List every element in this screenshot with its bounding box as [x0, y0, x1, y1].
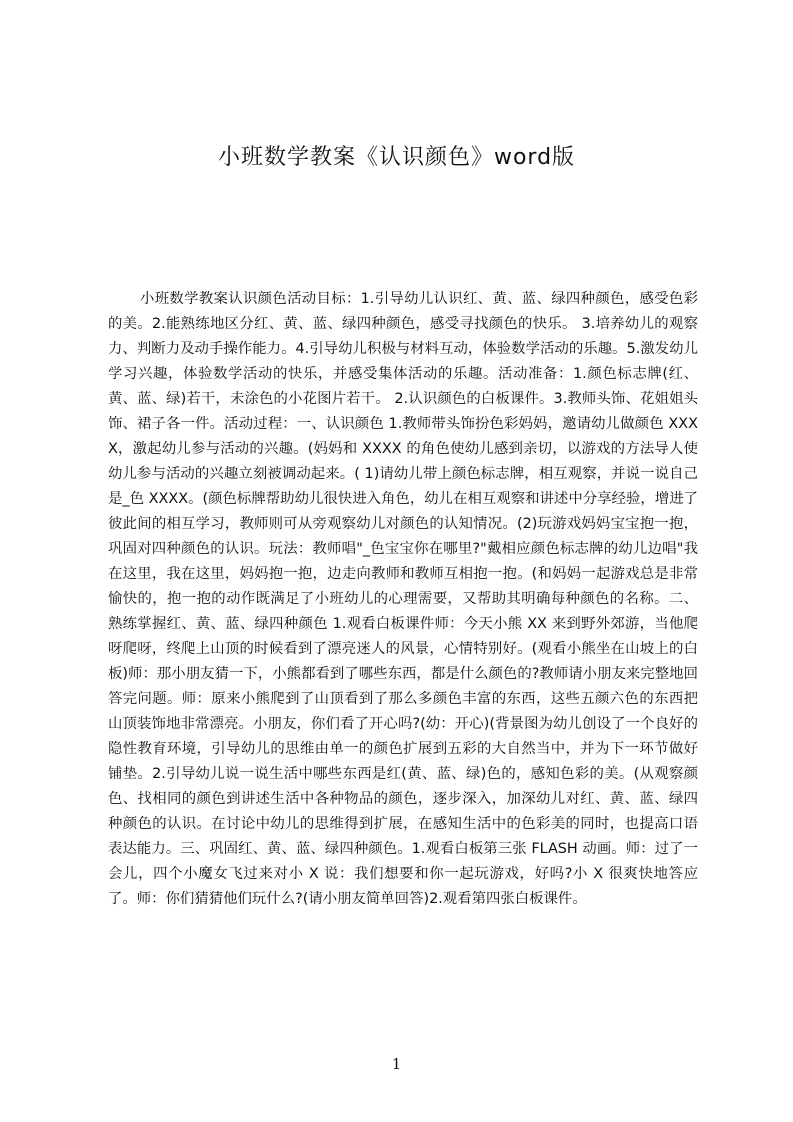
page-number: 1 [391, 1055, 402, 1073]
page-title: 小班数学教案《认识颜色》word版 [217, 145, 576, 170]
body-paragraph: 小班数学教案认识颜色活动目标：1.引导幼儿认识红、黄、蓝、绿四种颜色，感受色彩的美。2.能熟练地区分红、黄、蓝、绿四种颜色，感受寻找颜色的快乐。 3.培养幼儿的观察力、判断力及动手操作能力。4.引导幼儿积极与材料互动，体验数学活动的乐趣。5.激发幼儿学习兴趣，体验数学活动的快乐，并感受集体活动的乐趣。活动准备：1.颜色标志牌(红、黄、蓝、绿)若干，未涂色的小花图片若干。 2.认识颜色的白板课件。3.教师头饰、花姐姐头饰、裙子各一件。活动过程：一、认识颜色 1.教师带头饰扮色彩妈妈，邀请幼儿做颜色 XXXX，激起幼儿参与活动的兴趣。(妈妈和 XXXX 的角色使幼儿感到亲切，以游戏的方法导人使幼儿参与活动的兴趣立刻被调动起来。( 1)请幼儿带上颜色标志牌，相互观察，并说一说自己是_色 XXXX。(颜色标牌帮助幼儿很快进入角色，幼儿在相互观察和讲述中分享经验，增进了彼此间的相互学习，教师则可从旁观察幼儿对颜色的认知情况。(2)玩游戏妈妈宝宝抱一抱，巩固对四种颜色的认识。玩法：教师唱"_色宝宝你在哪里?"戴相应颜色标志牌的幼儿边唱"我在这里，我在这里，妈妈抱一抱，边走向教师和教师互相抱一抱。(和妈妈一起游戏总是非常愉快的，抱一抱的动作既满足了小班幼儿的心理需要，又帮助其明确每种颜色的名称。二、熟练掌握红、黄、蓝、绿四种颜色 1.观看白板课件师：今天小熊 XX 来到野外郊游，当他爬呀爬呀，终爬上山顶的时候看到了漂亮迷人的风景，心情特别好。(观看小熊坐在山坡上的白板)师：那小朋友猜一下，小熊都看到了哪些东西，都是什么颜色的?教师请小朋友来完整地回答完问题。师：原来小熊爬到了山顶看到了那么多颜色丰富的东西，这些五颜六色的东西把山顶装饰地非常漂亮。小朋友，你们看了开心吗?(幼：开心)(背景图为幼儿创设了一个良好的隐性教育环境，引导幼儿的思维由单一的颜色扩展到五彩的大自然当中，并为下一环节做好铺垫。2.引导幼儿说一说生活中哪些东西是红(黄、蓝、绿)色的，感知色彩的美。(从观察颜色、找相同的颜色到讲述生活中各种物品的颜色，逐步深入，加深幼儿对红、黄、蓝、绿四种颜色的认识。在讨论中幼儿的思维得到扩展，在感知生活中的色彩美的同时，也提高口语表达能力。三、巩固红、黄、蓝、绿四种颜色。1.观看白板第三张 FLASH 动画。师：过了一会儿，四个小魔女飞过来对小 X 说：我们想要和你一起玩游戏，好吗?小 X 很爽快地答应了。师：你们猜猜他们玩什么?(请小朋友简单回答)2.观看第四张白板课件。 [108, 291, 698, 907]
